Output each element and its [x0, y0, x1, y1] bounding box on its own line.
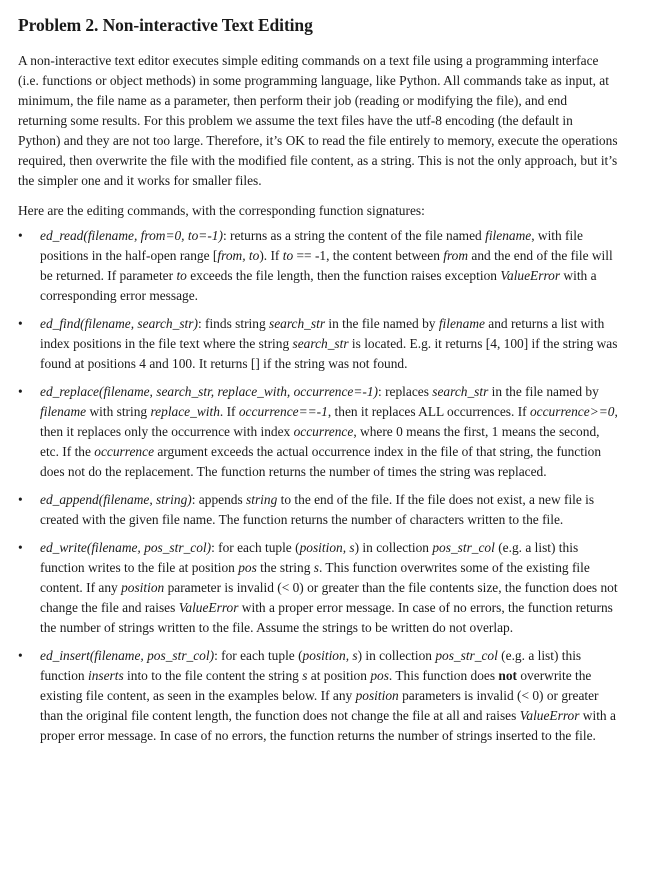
signature: ed_replace(filename, search_str, replace_with, occurrence=-1)	[40, 384, 378, 399]
commands-lead: Here are the editing commands, with the corresponding function signatures:	[18, 203, 425, 218]
bullet-icon: •	[18, 648, 23, 663]
command-ed-insert: • ed_insert(filename, pos_str_col): for each tuple (position, s) in collection pos_str_col (e.g. a list) this function inserts into to the file content the string s at position pos. This function does not overwrite the existing file content, as seen in the examples below. If any position parameters is invalid (< 0) or greater than the original file content length, the function does not change the file at all and raises ValueError with a proper error message. In case of no errors, the function returns the number of strings inserted to the file.	[18, 648, 616, 743]
signature: ed_write(filename, pos_str_col)	[40, 540, 212, 555]
bullet-icon: •	[18, 492, 23, 507]
signature: ed_insert(filename, pos_str_col)	[40, 648, 215, 663]
command-ed-replace: • ed_replace(filename, search_str, replace_with, occurrence=-1): replaces search_str in the file named by filename with string replace_with. If occurrence==-1, then it replaces ALL occurrences. If occurrence>=0, then it replaces only the occurrence with index occurrence, where 0 means the first, 1 means the second, etc. If the occurrence argument exceeds the actual occurrence index in the file of that string, the function does not do the replacement. The function returns the number of times the string was replaced.	[18, 384, 618, 479]
command-ed-write: • ed_write(filename, pos_str_col): for each tuple (position, s) in collection pos_str_col (e.g. a list) this function writes to the file at position pos the string s. This function overwrites some of the existing file content. If any position parameter is invalid (< 0) or greater than the file contents size, the function does not change the file and raises ValueError with a proper error message. In case of no errors, the function returns the number of strings written to the file. Assume the strings to be written do not overlap.	[18, 540, 618, 635]
commands-list	[18, 226, 618, 746]
command-ed-append: • ed_append(filename, string): appends string to the end of the file. If the file does not exist, a new file is created with the given file name. The function returns the number of characters written to the file.	[18, 492, 595, 527]
command-ed-find: • ed_find(filename, search_str): finds string search_str in the file named by filename and returns a list with index positions in the file text where the string search_str is located. E.g. it returns [4, 100] if the string was found at positions 4 and 100. It returns [] if the string was not found.	[18, 316, 618, 371]
bullet-icon: •	[18, 228, 23, 243]
bullet-icon: •	[18, 316, 23, 331]
bullet-icon: •	[18, 384, 23, 399]
intro-paragraph: A non-interactive text editor executes simple editing commands on a text file using a programming interface (i.e. functions or object methods) in some programming language, like Python. All commands take as input, at minimum, the file name as a parameter, then perform their job (reading or modifying the file), and end returning some results. For this problem we assume the text files have the utf-8 encoding (the default in Python) and they are not too large. Therefore, it’s OK to read the file entirely to memory, execute the operations required, then overwrite the file with the modified file content, as a string. This is not the only approach, but it’s the simpler one and it works for smaller files.	[18, 53, 618, 188]
document-page	[18, 14, 618, 754]
command-ed-read: • ed_read(filename, from=0, to=-1): returns as a string the content of the file named filename, with file positions in the half-open range [from, to). If to == -1, the content between from and the end of the file will be returned. If parameter to exceeds the file length, then the function raises exception ValueError with a corresponding error message.	[18, 228, 613, 303]
signature: ed_find(filename, search_str)	[40, 316, 198, 331]
signature: ed_append(filename, string)	[40, 492, 192, 507]
page-title: Problem 2. Non-interactive Text Editing	[18, 15, 313, 35]
signature: ed_read(filename, from=0, to=-1)	[40, 228, 223, 243]
bullet-icon: •	[18, 540, 23, 555]
